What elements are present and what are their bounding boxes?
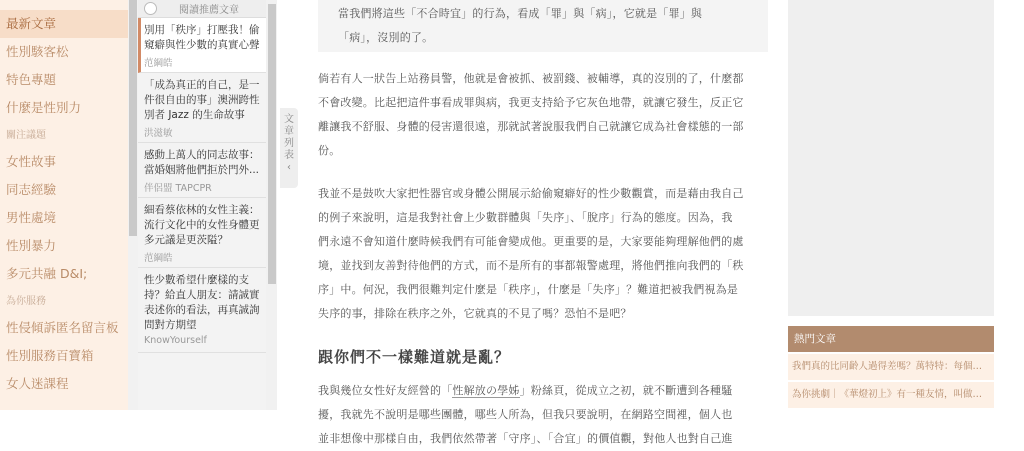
paragraph-line <box>318 379 768 403</box>
nav-item-gender-power[interactable]: 什麼是性別力 <box>6 100 82 115</box>
paragraph-line: 失序的事，排除在秩序之外，它就真的不見了嗎？恐怕不是吧？ <box>318 307 632 320</box>
nav-item-women-stories[interactable]: 女性故事 <box>6 154 57 169</box>
paragraph-line: 倘若有人一狀告上站務員警，他就是會被抓、被罰錢、被輔導，真的沒別的了，什麼都 <box>318 72 744 85</box>
article-body <box>318 0 768 445</box>
recommended-item[interactable] <box>138 143 266 198</box>
recommended-articles-panel <box>138 0 266 410</box>
recommended-item-title: 「成為真正的自己，是一件很自由的事」澳洲跨性別者 Jazz 的生命故事 <box>144 79 260 121</box>
nav-item-gender-violence[interactable]: 性別暴力 <box>6 238 57 253</box>
left-nav-scrollbar[interactable] <box>128 0 138 410</box>
paragraph-line: 離讓我不舒服、身體的侵害還很遠，那就試著說服我們自己就讓它成為社會樣態的一部 <box>318 120 744 133</box>
article-section-heading: 跟你們不一樣難道就是亂？ <box>318 348 511 366</box>
toggle-label-char: 列 <box>284 138 294 149</box>
recommended-item-title: 別用「秩序」打壓我！偷窺癖與性少數的真實心聲 <box>144 24 260 51</box>
paragraph-line: 境，並找到友善對待他們的方式，而不是所有的事都報警處理，將他們推向我們的「秩 <box>318 259 744 272</box>
hot-article-item[interactable]: 我們真的比同齡人過得差嗎？萬特特：每個… <box>788 354 994 380</box>
paragraph-text: 我與幾位女性好友經營的「 <box>318 384 453 397</box>
recommended-scrollbar[interactable] <box>266 0 277 410</box>
article-paragraph <box>318 67 768 163</box>
paragraph-line: 擾，我就先不說明是哪些團體，哪些人所為，但我只要說明，在網路空間裡，個人也 <box>318 408 733 421</box>
nav-item-anonymous-board[interactable]: 性侵傾訴匿名留言板 <box>6 320 119 335</box>
sidebar-ad-block <box>788 0 994 316</box>
recommended-item-author: 范綱皓 <box>144 58 173 69</box>
paragraph-line: 我並不是鼓吹大家把性器官或身體公開展示給偷窺癖好的性少數觀賞，而是藉由我自己 <box>318 187 744 200</box>
recommended-item-title: 性少數希望什麼樣的支持？給直人朋友：請誠實表述你的看法，再真誠詢問對方期望 <box>144 274 260 331</box>
left-nav-scrollbar-thumb[interactable] <box>129 0 137 236</box>
paragraph-line: 並非想像中那樣自由，我們依然帶著「守序」、「合宜」的價值觀，對他人也對自己進 <box>318 432 733 445</box>
nav-item-lgbt-experience[interactable]: 同志經驗 <box>6 182 57 197</box>
recommended-item-author: 伴侶盟 TAPCPR <box>144 183 212 194</box>
quote-line: 「病」，沒別的了。 <box>338 31 434 44</box>
article-list-toggle[interactable] <box>280 108 298 188</box>
paragraph-line: 不會改變。比起把這件事看成罪與病，我更支持給予它灰色地帶，就讓它發生，反正它 <box>318 96 744 109</box>
nav-item-dei[interactable]: 多元共融 D&I; <box>6 266 88 281</box>
nav-item-features[interactable]: 特色專題 <box>6 72 57 87</box>
paragraph-text: 」粉絲頁，從成立之初，就不斷遭到各種騷 <box>519 384 733 397</box>
nav-section-topics: 關注議題 <box>6 130 46 141</box>
recommended-item[interactable] <box>138 198 266 268</box>
recommended-item-author: KnowYourself <box>144 335 207 346</box>
paragraph-line: 份。 <box>318 144 341 157</box>
circle-icon[interactable] <box>144 2 157 15</box>
fanpage-link[interactable]: 性解放の學姊 <box>452 384 520 397</box>
hot-article-item[interactable]: 為你挑劇｜《華燈初上》有一種友情，叫做… <box>788 382 994 408</box>
paragraph-line: 們永遠不會知道什麼時候我們有可能會變成他。更重要的是，大家要能夠理解他們的處 <box>318 235 744 248</box>
recommended-item-author: 洪滋敏 <box>144 128 173 139</box>
recommended-item[interactable] <box>138 268 266 353</box>
toggle-label-char: 文 <box>284 114 294 125</box>
quote-line: 當我們將這些「不合時宜」的行為，看成「罪」與「病」，它就是「罪」與 <box>338 7 703 20</box>
paragraph-line: 的例子來說明，這是我對社會上少數群體與「失序」、「脫序」行為的態度。因為，我 <box>318 211 733 224</box>
nav-item-service-box[interactable]: 性別服務百寶箱 <box>6 348 94 363</box>
recommended-item[interactable] <box>138 73 266 143</box>
nav-item-hackathon[interactable]: 性別駭客松 <box>6 44 69 59</box>
hot-articles-header: 熱門文章 <box>788 326 994 352</box>
recommended-item-title: 細看蔡依林的女性主義：流行文化中的女性身體更多元議是更茨隘？ <box>144 204 260 246</box>
recommended-header <box>138 0 266 18</box>
nav-section-services: 為你服務 <box>6 296 46 307</box>
nav-item-latest[interactable]: 最新文章 <box>0 10 128 38</box>
nav-item-men[interactable]: 男性處境 <box>6 210 57 225</box>
left-navigation <box>0 0 128 410</box>
toggle-label-char: 表 <box>284 150 294 161</box>
paragraph-line: 序」中。何況，我們很難判定什麼是「秩序」，什麼是「失序」？難道把被我們視為是 <box>318 283 739 296</box>
article-quote <box>318 0 768 52</box>
recommended-item-author: 范綱皓 <box>144 253 173 264</box>
nav-item-courses[interactable]: 女人迷課程 <box>6 376 69 391</box>
toggle-label-char: 章 <box>284 126 294 137</box>
recommended-item-title: 感動上萬人的同志故事：當婚姻將他們拒於門外... <box>144 149 260 176</box>
article-paragraph <box>318 379 768 451</box>
recommended-scrollbar-thumb[interactable] <box>268 4 276 284</box>
article-paragraph <box>318 182 768 326</box>
chevron-left-icon: ‹ <box>287 162 291 173</box>
recommended-title: 閱讀推薦文章 <box>179 5 239 16</box>
recommended-item[interactable] <box>138 18 266 73</box>
